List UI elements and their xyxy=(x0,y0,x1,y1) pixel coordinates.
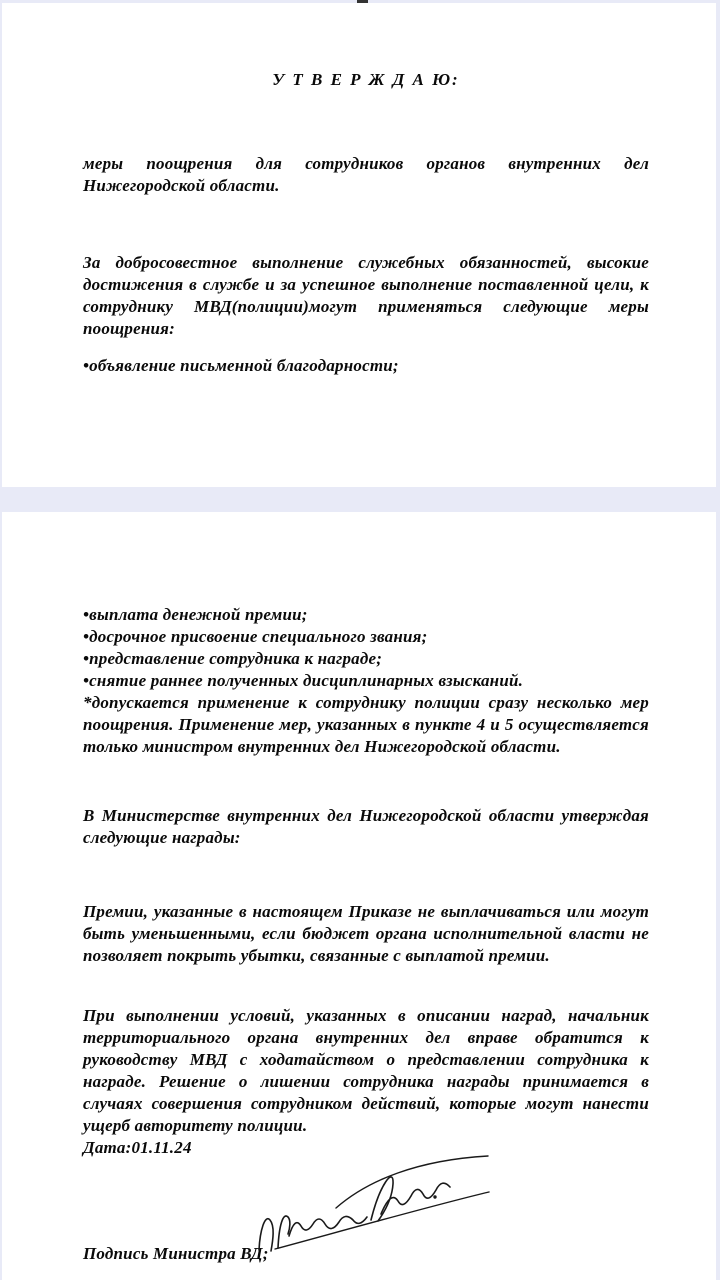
bullet-item-penalties: •снятие раннее полученных дисциплинарных взысканий. xyxy=(83,671,524,690)
document-page-1[interactable] xyxy=(2,3,716,487)
paragraph-incentives: За добросовестное выполнение служебных обязанностей, высокие достижения в службе и за успешное выполнение поставленной цели, к сотруднику МВД(полиции)могут применяться следующие меры поощрения: xyxy=(83,253,649,338)
bullet-list xyxy=(83,604,649,692)
signature-label: Подпись Министра ВД; xyxy=(83,1244,269,1263)
bullet-item-bonus: •выплата денежной премии; xyxy=(83,605,308,624)
bullet-item-award: •представление сотрудника к награде; xyxy=(83,649,383,668)
bullet-item-gratitude: •объявление письменной благодарности; xyxy=(83,356,399,375)
paragraph-ministry: В Министерстве внутренних дел Нижегородской области утверждая следующие награды: xyxy=(83,806,649,847)
paragraph-intro: меры поощрения для сотрудников органов внутренних дел Нижегородской области. xyxy=(83,154,649,195)
document-page-2[interactable] xyxy=(2,512,716,1280)
paragraph-premium: Премии, указанные в настоящем Приказе не выплачиваться или могут быть уменьшенными, если бюджет органа исполнительной власти не позволяет покрыть убытки, связанные с выплатой премии. xyxy=(83,902,649,965)
bullet-item-rank: •досрочное присвоение специального звания; xyxy=(83,627,428,646)
paragraph-conditions: При выполнении условий, указанных в описании наград, начальник территориального органа внутренних дел вправе обратится к руководству МВД с ходатайством о представлении сотрудника к награде. Решение о лишении сотрудника награды принимается в случаях совершения сотрудником действий, которые могут нанести ущерб авторитету полиции. xyxy=(83,1006,649,1135)
date-line: Дата:01.11.24 xyxy=(83,1138,192,1157)
approval-heading: У Т В Е Р Ж Д А Ю: xyxy=(272,70,460,89)
footnote-asterisk: *допускается применение к сотруднику полиции сразу несколько мер поощрения. Применение мер, указанных в пункте 4 и 5 осуществляется только министром внутренних дел Нижегородской области. xyxy=(83,693,649,756)
